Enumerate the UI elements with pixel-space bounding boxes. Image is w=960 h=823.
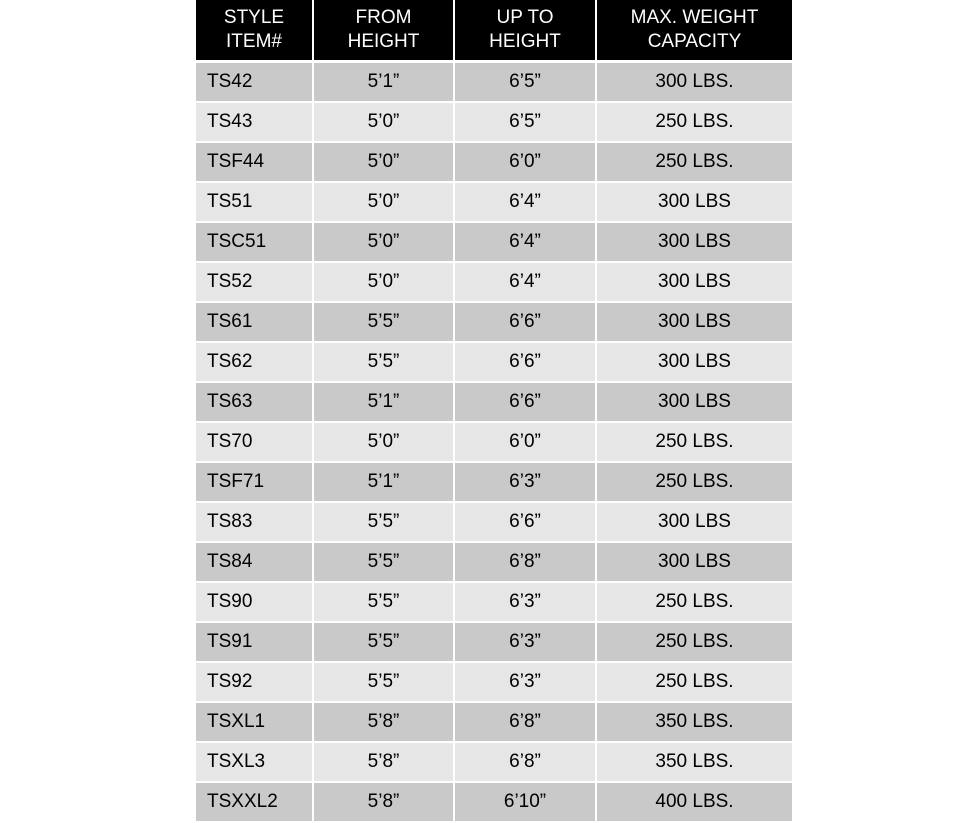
cell-up-to-height: 6’6” bbox=[454, 382, 596, 422]
table-row bbox=[196, 662, 792, 702]
cell-style-item: TS70 bbox=[196, 422, 313, 462]
cell-style-item: TS84 bbox=[196, 542, 313, 582]
cell-from-height: 5’0” bbox=[313, 422, 454, 462]
cell-style-item: TS63 bbox=[196, 382, 313, 422]
cell-style-item: TS61 bbox=[196, 302, 313, 342]
cell-style-item: TS92 bbox=[196, 662, 313, 702]
cell-up-to-height: 6’3” bbox=[454, 622, 596, 662]
cell-up-to-height: 6’8” bbox=[454, 702, 596, 742]
cell-style-item: TSXXL2 bbox=[196, 782, 313, 822]
cell-up-to-height: 6’4” bbox=[454, 182, 596, 222]
cell-from-height: 5’0” bbox=[313, 222, 454, 262]
cell-up-to-height: 6’6” bbox=[454, 302, 596, 342]
cell-up-to-height: 6’3” bbox=[454, 462, 596, 502]
cell-style-item: TSF44 bbox=[196, 142, 313, 182]
cell-max-weight: 250 LBS. bbox=[596, 582, 792, 622]
cell-from-height: 5’8” bbox=[313, 702, 454, 742]
table-row bbox=[196, 102, 792, 142]
cell-style-item: TS62 bbox=[196, 342, 313, 382]
cell-max-weight: 300 LBS bbox=[596, 542, 792, 582]
cell-up-to-height: 6’5” bbox=[454, 62, 596, 103]
table-row bbox=[196, 262, 792, 302]
cell-max-weight: 250 LBS. bbox=[596, 102, 792, 142]
cell-max-weight: 400 LBS. bbox=[596, 782, 792, 822]
cell-style-item: TS91 bbox=[196, 622, 313, 662]
header-style-item: STYLE ITEM# bbox=[196, 0, 313, 62]
table-row bbox=[196, 182, 792, 222]
cell-from-height: 5’0” bbox=[313, 102, 454, 142]
table-row bbox=[196, 542, 792, 582]
cell-from-height: 5’5” bbox=[313, 342, 454, 382]
cell-from-height: 5’0” bbox=[313, 142, 454, 182]
cell-up-to-height: 6’4” bbox=[454, 222, 596, 262]
cell-style-item: TS51 bbox=[196, 182, 313, 222]
cell-max-weight: 300 LBS bbox=[596, 302, 792, 342]
cell-max-weight: 350 LBS. bbox=[596, 742, 792, 782]
cell-style-item: TS83 bbox=[196, 502, 313, 542]
cell-style-item: TS42 bbox=[196, 62, 313, 103]
cell-from-height: 5’5” bbox=[313, 542, 454, 582]
size-chart-table bbox=[196, 0, 792, 823]
cell-style-item: TSF71 bbox=[196, 462, 313, 502]
table-body bbox=[196, 62, 792, 823]
cell-from-height: 5’5” bbox=[313, 502, 454, 542]
cell-style-item: TS43 bbox=[196, 102, 313, 142]
cell-up-to-height: 6’10” bbox=[454, 782, 596, 822]
cell-from-height: 5’1” bbox=[313, 382, 454, 422]
cell-from-height: 5’1” bbox=[313, 462, 454, 502]
cell-max-weight: 250 LBS. bbox=[596, 142, 792, 182]
cell-max-weight: 300 LBS bbox=[596, 222, 792, 262]
cell-from-height: 5’5” bbox=[313, 582, 454, 622]
cell-max-weight: 250 LBS. bbox=[596, 422, 792, 462]
cell-style-item: TSXL3 bbox=[196, 742, 313, 782]
table-row bbox=[196, 582, 792, 622]
cell-from-height: 5’0” bbox=[313, 182, 454, 222]
cell-up-to-height: 6’8” bbox=[454, 742, 596, 782]
table-row bbox=[196, 382, 792, 422]
cell-from-height: 5’8” bbox=[313, 742, 454, 782]
cell-max-weight: 250 LBS. bbox=[596, 462, 792, 502]
cell-from-height: 5’8” bbox=[313, 782, 454, 822]
cell-up-to-height: 6’5” bbox=[454, 102, 596, 142]
cell-up-to-height: 6’6” bbox=[454, 502, 596, 542]
cell-up-to-height: 6’8” bbox=[454, 542, 596, 582]
cell-from-height: 5’1” bbox=[313, 62, 454, 103]
table-row bbox=[196, 462, 792, 502]
size-chart bbox=[196, 0, 792, 823]
header-row bbox=[196, 0, 792, 62]
table-row bbox=[196, 742, 792, 782]
cell-up-to-height: 6’3” bbox=[454, 662, 596, 702]
cell-max-weight: 300 LBS bbox=[596, 502, 792, 542]
cell-up-to-height: 6’0” bbox=[454, 142, 596, 182]
table-row bbox=[196, 782, 792, 822]
header-from-height: FROM HEIGHT bbox=[313, 0, 454, 62]
header-up-to-height: UP TO HEIGHT bbox=[454, 0, 596, 62]
cell-up-to-height: 6’0” bbox=[454, 422, 596, 462]
table-header bbox=[196, 0, 792, 62]
table-row bbox=[196, 502, 792, 542]
cell-style-item: TS90 bbox=[196, 582, 313, 622]
cell-max-weight: 300 LBS bbox=[596, 182, 792, 222]
cell-style-item: TS52 bbox=[196, 262, 313, 302]
cell-from-height: 5’5” bbox=[313, 302, 454, 342]
table-row bbox=[196, 622, 792, 662]
table-row bbox=[196, 302, 792, 342]
cell-max-weight: 350 LBS. bbox=[596, 702, 792, 742]
cell-up-to-height: 6’3” bbox=[454, 582, 596, 622]
table-row bbox=[196, 342, 792, 382]
header-max-weight-capacity: MAX. WEIGHT CAPACITY bbox=[596, 0, 792, 62]
cell-max-weight: 250 LBS. bbox=[596, 662, 792, 702]
cell-max-weight: 250 LBS. bbox=[596, 622, 792, 662]
cell-from-height: 5’5” bbox=[313, 662, 454, 702]
table-row bbox=[196, 422, 792, 462]
table-row bbox=[196, 142, 792, 182]
cell-max-weight: 300 LBS bbox=[596, 382, 792, 422]
cell-max-weight: 300 LBS. bbox=[596, 62, 792, 103]
cell-style-item: TSXL1 bbox=[196, 702, 313, 742]
table-row bbox=[196, 702, 792, 742]
cell-max-weight: 300 LBS bbox=[596, 342, 792, 382]
cell-up-to-height: 6’6” bbox=[454, 342, 596, 382]
table-row bbox=[196, 62, 792, 103]
cell-up-to-height: 6’4” bbox=[454, 262, 596, 302]
cell-max-weight: 300 LBS bbox=[596, 262, 792, 302]
cell-style-item: TSC51 bbox=[196, 222, 313, 262]
table-row bbox=[196, 222, 792, 262]
cell-from-height: 5’5” bbox=[313, 622, 454, 662]
cell-from-height: 5’0” bbox=[313, 262, 454, 302]
